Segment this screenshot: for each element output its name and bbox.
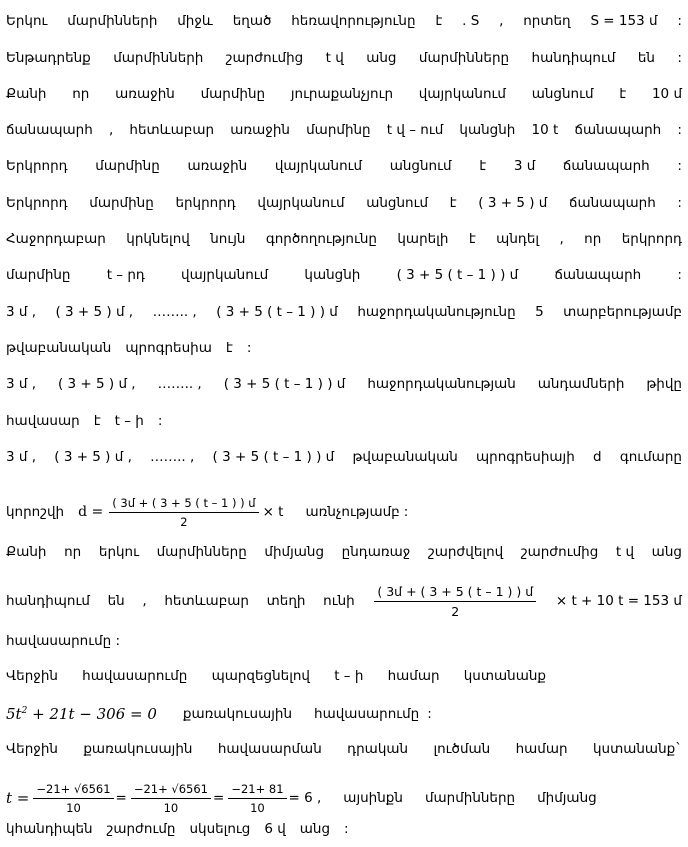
word: Ենթադրենք [6,50,91,66]
fraction-numerator: −21+ √6561 [33,782,113,799]
word: Քանի [6,544,47,560]
word: d [593,449,602,465]
word: մարմինը [89,195,154,211]
word: : [677,122,682,138]
word: : [677,267,682,283]
word: համար [515,741,568,757]
fraction-denominator: 10 [250,800,265,815]
word: անցնում [366,195,429,211]
word: անցնում [389,158,452,174]
word: , [499,13,504,29]
word: շարժվելով [427,544,504,560]
word: …….. , [152,304,197,320]
word: եղած [232,13,272,29]
word: : [157,413,163,429]
word: ( 3 + 5 ) մ , [54,449,132,465]
text-line-20 [6,738,682,760]
equals: = [115,790,127,806]
t-equals: t = [6,789,30,807]
word: t վ – ում [386,122,444,138]
word: Հաջորդաբար [6,231,106,247]
word: քառակուսային [83,741,193,757]
word: Քանի [6,86,47,102]
word: ( 3 + 5 ( t – 1 ) ) մ [216,304,338,320]
word: : [344,821,349,837]
word: է [479,158,487,174]
word: անց [299,821,331,837]
word: հավասարումը [314,706,420,722]
word: թվաբանական [6,340,112,356]
word: ( 3 + 5 ) մ [478,195,548,211]
word: լուծման [433,741,491,757]
word: երկրորդ [175,195,236,211]
word: 3 մ , [6,304,37,320]
word: է [468,231,476,247]
text-line-9 [6,301,682,323]
word: առաջին [187,158,248,174]
text-line-8 [6,264,682,286]
word: 3 մ [513,158,536,174]
fraction-denominator: 2 [451,603,460,619]
d-equals: d = [78,504,104,520]
word: առաջին [230,122,290,138]
word: կանցնի [459,122,516,138]
root-fraction-3 [228,782,286,815]
word: պնդել [496,231,540,247]
word: հավասարման [217,741,322,757]
word: …….. , [157,376,202,392]
word: կստանանք [463,668,546,684]
word: 3 մ , [6,449,37,465]
word: սկսելուց [189,821,251,837]
word: որ [584,231,602,247]
word: 3 մ , [6,376,37,392]
word: համար [387,668,440,684]
exponent: 2 [21,706,28,716]
text-line-12 [6,410,682,432]
word: գործողությունը [265,231,377,247]
fraction-numerator: ( 3մ + ( 3 + 5 ( t – 1 ) ) մ [374,584,536,602]
word: են [637,50,655,66]
word: կանցնի [304,267,361,283]
word: Վերջին [6,741,58,757]
word: շարժումից [520,544,599,560]
word: մարմինները [418,50,510,66]
word: մարմինը [200,86,266,102]
word: հավասար [6,413,80,429]
word: քառակուսային [182,706,293,722]
word: միջև [177,13,213,29]
word: հանդիպում [531,50,616,66]
sum-fraction [109,496,258,529]
word: ( 3 + 5 ( t – 1 ) ) մ [396,267,519,283]
fraction-denominator: 2 [180,514,188,529]
word: հավասարումը [82,668,188,684]
word: t – րդ [106,267,145,283]
word: հաջորդականությունը [357,304,516,320]
fraction-denominator: 10 [66,800,81,815]
result: = 6 , [288,790,322,806]
word: յուրաքանչյուր [290,86,394,102]
word: մարմինները [424,790,516,806]
word: որ [64,544,82,560]
word: t – ի [114,413,144,429]
word: առնչությամբ [305,504,400,520]
word: հանդիպում [6,593,90,609]
word: շարժումը [106,821,176,837]
word: : [246,340,252,356]
word: է [435,13,443,29]
word: որտեղ [523,13,571,29]
word: մարմինը [306,122,371,138]
word: հաջորդականության [367,376,516,392]
word: վայրկանում [181,267,269,283]
word: : [677,13,682,29]
word: Երկու [6,13,48,29]
root-fraction-1 [33,782,113,815]
word: թիվը [646,376,682,392]
word: Երկրորդ [6,195,68,211]
text-line-4 [6,119,682,141]
word: մարմինների [67,13,158,29]
word: է [449,195,457,211]
equation-tail: × t + 10 t = 153 մ [555,593,682,609]
times-t: × t [262,504,284,520]
word: պարզեցնելով [211,668,310,684]
colon: : [427,706,432,722]
word: կորոշվի [6,504,65,520]
word: ( 3 + 5 ) մ , [57,376,136,392]
text-line-13 [6,446,682,468]
word: 10 մ [651,86,682,102]
word: հեռավորությունը [291,13,416,29]
word: 5 [535,304,544,320]
word: միմյանց [264,544,325,560]
word: ճանապարհ [562,158,650,174]
text-line-6 [6,192,682,214]
word: …….. , [150,449,195,465]
word: Երկրորդ [6,158,68,174]
word: կստանանք` [592,741,682,757]
text-line-10 [6,337,682,359]
word: կհանդիպեն [6,821,93,837]
word: մարմինը [6,267,71,283]
word: տեղի [266,593,306,609]
word: է [619,86,627,102]
root-fraction-2 [131,782,211,815]
word: է [93,413,101,429]
text-line-5 [6,155,682,177]
word: , [108,122,114,138]
word: t – ի [334,668,364,684]
text-line-21 [6,776,682,820]
word: հետևաբար [164,593,249,609]
word: S = 153 մ [590,13,658,29]
text-line-22 [6,818,682,840]
text-line-14 [6,490,682,534]
text-line-17 [6,630,682,652]
equation-fraction [374,584,536,619]
word: նույն [210,231,246,247]
word: կրկնելով [126,231,190,247]
word: դրական [347,741,409,757]
word: վայրկանում [418,86,506,102]
word: պրոգրեսիա [125,340,212,356]
word: ճանապարհ [574,122,662,138]
word: անց [366,50,397,66]
word: անցնում [531,86,594,102]
eq-rest: + 21t − 306 = 0 [27,705,157,723]
text-line-3 [6,83,682,105]
word: տարբերությամբ [563,304,682,320]
word: երկրորդ [621,231,682,247]
word: թվաբանական [352,449,458,465]
word: երկու [98,544,139,560]
word: ունի [323,593,355,609]
word: 10 t [531,122,559,138]
text-line-1 [6,10,682,32]
word: t վ [325,50,344,66]
fraction-numerator: −21+ √6561 [131,782,211,799]
word: : [677,158,682,174]
fraction-denominator: 10 [163,800,179,815]
word: գումարը [619,449,682,465]
word: մարմինը [95,158,160,174]
word: : [677,195,682,211]
word: հետևաբար [129,122,215,138]
text-line-19 [6,702,682,726]
word: Վերջին [6,668,58,684]
word: . S [462,13,480,29]
colon: : [403,504,409,520]
word: որ [72,86,90,102]
word: , [142,593,147,609]
fraction-numerator: −21+ 81 [228,782,286,799]
word: կարելի [397,231,449,247]
text-line-18 [6,665,546,687]
word: ( 3 + 5 ) մ , [55,304,134,320]
word: միմյանց [537,790,597,806]
fraction-numerator: ( 3մ + ( 3 + 5 ( t – 1 ) ) մ [109,496,258,513]
text-line-2 [6,47,682,69]
word: այսինքն [343,790,403,806]
text-line-7 [6,228,682,250]
word: ( 3 + 5 ( t – 1 ) ) մ [223,376,346,392]
word: առաջին [115,86,175,102]
word: 6 վ [264,821,286,837]
word: է [225,340,233,356]
word: , [559,231,564,247]
word: անց [651,544,682,560]
word: ճանապարհ [6,122,93,138]
word: հավասարումը : [6,633,121,649]
text-line-16 [6,579,682,623]
word: շարժումից [225,50,304,66]
word: մարմինները [156,544,247,560]
word: ճանապարհ [554,267,642,283]
eq-term: 5t [6,705,22,723]
word: : [677,50,682,66]
word: վայրկանում [257,195,345,211]
text-line-15 [6,541,682,563]
word: t վ [615,544,635,560]
word: պրոգրեսիայի [476,449,575,465]
word: վայրկանում [274,158,363,174]
word: անդամների [537,376,625,392]
word: ( 3 + 5 ( t – 1 ) ) մ [212,449,335,465]
word: ճանապարհ [568,195,656,211]
word: մարմինների [113,50,204,66]
equals: = [213,790,225,806]
quadratic-equation [6,705,157,723]
text-line-11 [6,373,682,395]
word: ընդառաջ [341,544,411,560]
word: են [107,593,125,609]
